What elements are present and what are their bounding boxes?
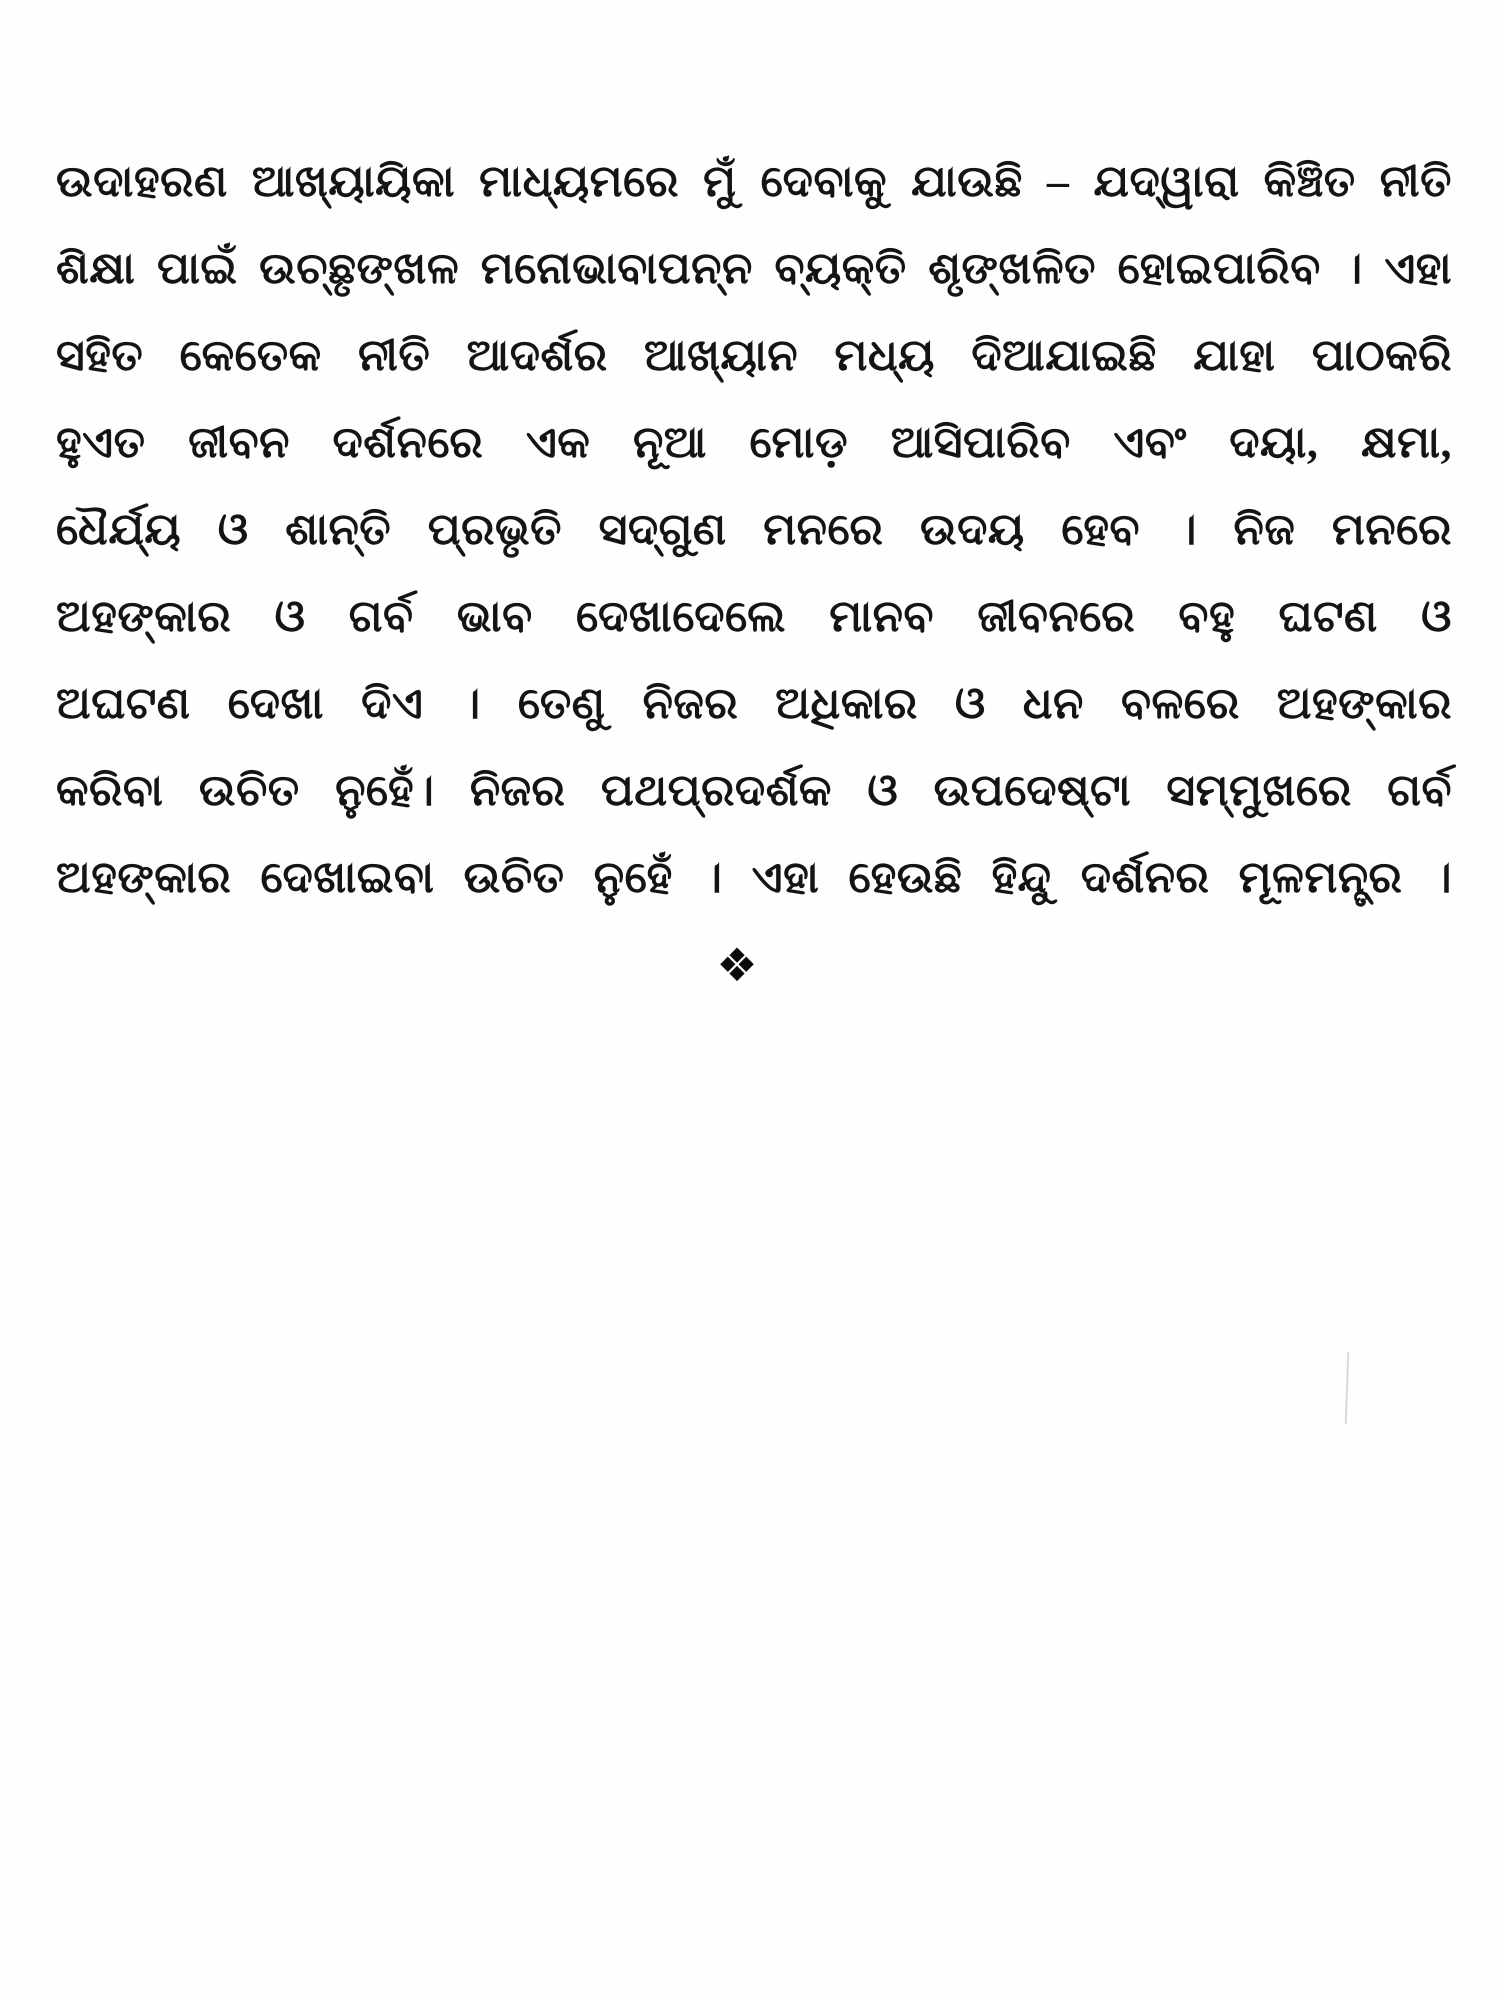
paragraph-line: ଅହଙ୍କାର ଓ ଗର୍ବ ଭାବ ଦେଖାଦେଲେ ମାନବ ଜୀବନରେ ବହୁ ଘଟଣ ଓ: [56, 592, 1452, 641]
paragraph-line: ଅହଙ୍କାର ଦେଖାଇବା ଉଚିତ ନୁହେଁ । ଏହା ହେଉଛି ହିନ୍ଦୁ ଦର୍ଶନର ମୂଳମନ୍ତ୍ର ।: [56, 853, 1452, 902]
paragraph-block: [56, 138, 1452, 921]
paragraph-line: କରିବା ଉଚିତ ନୁହେଁ। ନିଜର ପଥପ୍ରଦର୍ଶକ ଓ ଉପଦେଷ୍ଟା ସମ୍ମୁଖରେ ଗର୍ବ: [56, 766, 1452, 815]
diamond-ornament-icon: ❖: [716, 938, 758, 992]
scan-artifact-mark: [1345, 1352, 1350, 1424]
paragraph-line: ଶିକ୍ଷା ପାଇଁ ଉଚ୍ଛୃଙ୍ଖଳ ମନୋଭାବାପନ୍ନ ବ୍ୟକ୍ତି ଶୃଙ୍ଖଳିତ ହୋଇପାରିବ । ଏହା: [56, 244, 1452, 293]
paragraph-line: ଉଦାହରଣ ଆଖ୍ୟାୟିକା ମାଧ୍ୟମରେ ମୁଁ ଦେବାକୁ ଯାଉଛି – ଯଦ୍ୱାରା କିଞ୍ଚିତ ନୀତି: [56, 157, 1452, 206]
paragraph-line: ଅଘଟଣ ଦେଖା ଦିଏ । ତେଣୁ ନିଜର ଅଧିକାର ଓ ଧନ ବଳରେ ଅହଙ୍କାର: [56, 679, 1452, 728]
paragraph-line: ହୁଏତ ଜୀବନ ଦର୍ଶନରେ ଏକ ନୂଆ ମୋଡ଼ ଆସିପାରିବ ଏବଂ ଦୟା, କ୍ଷମା,: [56, 418, 1452, 467]
paragraph-line: ସହିତ କେତେକ ନୀତି ଆଦର୍ଶର ଆଖ୍ୟାନ ମଧ୍ୟ ଦିଆଯାଇଛି ଯାହା ପାଠକରି: [56, 331, 1452, 380]
paragraph-line: ଧୈର୍ଯ୍ୟ ଓ ଶାନ୍ତି ପ୍ରଭୃତି ସଦ୍‌ଗୁଣ ମନରେ ଉଦୟ ହେବ । ନିଜ ମନରେ: [56, 505, 1452, 554]
section-divider-row: [0, 938, 1490, 992]
